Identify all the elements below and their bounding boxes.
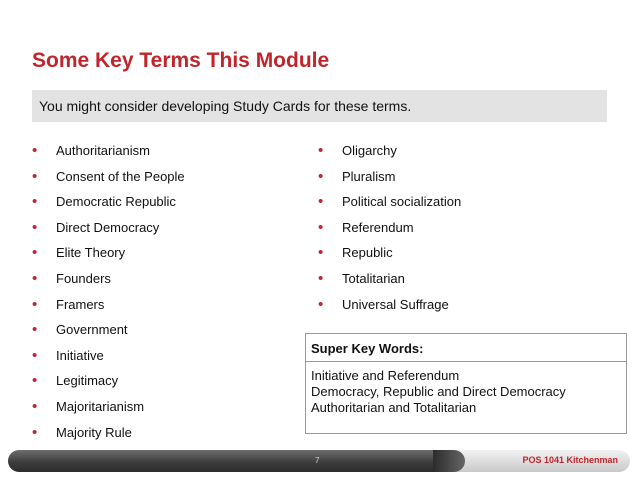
footer-dark-segment (8, 450, 448, 472)
footer-knob (433, 450, 465, 472)
term-label: Direct Democracy (56, 219, 160, 235)
term-label: Political socialization (342, 194, 462, 210)
super-key-words-line: Authoritarian and Totalitarian (311, 400, 477, 415)
bullet-icon: • (318, 295, 324, 313)
term-label: Republic (342, 245, 393, 261)
bullet-icon: • (32, 193, 38, 211)
footer-bar (8, 450, 630, 472)
bullet-icon: • (32, 218, 38, 236)
term-label: Universal Suffrage (342, 296, 449, 312)
bullet-icon: • (32, 269, 38, 287)
term-label: Government (56, 322, 128, 338)
subtitle-text: You might consider developing Study Cards for these terms. (39, 98, 412, 114)
super-key-words-line: Democracy, Republic and Direct Democracy (311, 384, 566, 399)
course-label: POS 1041 Kitchenman (522, 455, 618, 465)
bullet-icon: • (32, 423, 38, 441)
bullet-icon: • (318, 244, 324, 262)
term-label: Authoritarianism (56, 143, 150, 158)
super-key-words-title: Super Key Words: (311, 341, 424, 356)
term-label: Oligarchy (342, 143, 397, 158)
term-label: Consent of the People (56, 168, 185, 184)
term-label: Majoritarianism (56, 398, 145, 414)
term-label: Referendum (342, 219, 414, 235)
bullet-icon: • (318, 167, 324, 185)
bullet-icon: • (32, 346, 38, 364)
term-label: Totalitarian (342, 270, 405, 286)
page-number: 7 (315, 456, 320, 465)
bullet-icon: • (318, 218, 324, 236)
super-key-words-box (305, 333, 627, 434)
term-label: Legitimacy (56, 373, 119, 389)
bullet-icon: • (32, 167, 38, 185)
bullet-icon: • (32, 142, 38, 159)
subtitle-bar (32, 90, 607, 122)
term-label: Majority Rule (56, 424, 132, 440)
term-label: Pluralism (342, 168, 396, 184)
term-label: Founders (56, 270, 111, 286)
bullet-icon: • (318, 269, 324, 287)
super-key-words-line: Initiative and Referendum (311, 368, 460, 383)
term-label: Democratic Republic (56, 194, 176, 210)
term-label: Elite Theory (56, 245, 126, 261)
bullet-icon: • (32, 397, 38, 415)
bullet-icon: • (32, 295, 38, 313)
bullet-icon: • (32, 372, 38, 390)
term-label: Framers (56, 296, 105, 312)
term-label: Initiative (56, 347, 104, 363)
bullet-icon: • (318, 142, 324, 159)
bullet-icon: • (32, 321, 38, 339)
slide-title: Some Key Terms This Module (32, 49, 330, 72)
bullet-icon: • (32, 244, 38, 262)
bullet-icon: • (318, 193, 324, 211)
super-key-words-lines (311, 368, 566, 416)
super-key-words-divider (306, 361, 626, 362)
